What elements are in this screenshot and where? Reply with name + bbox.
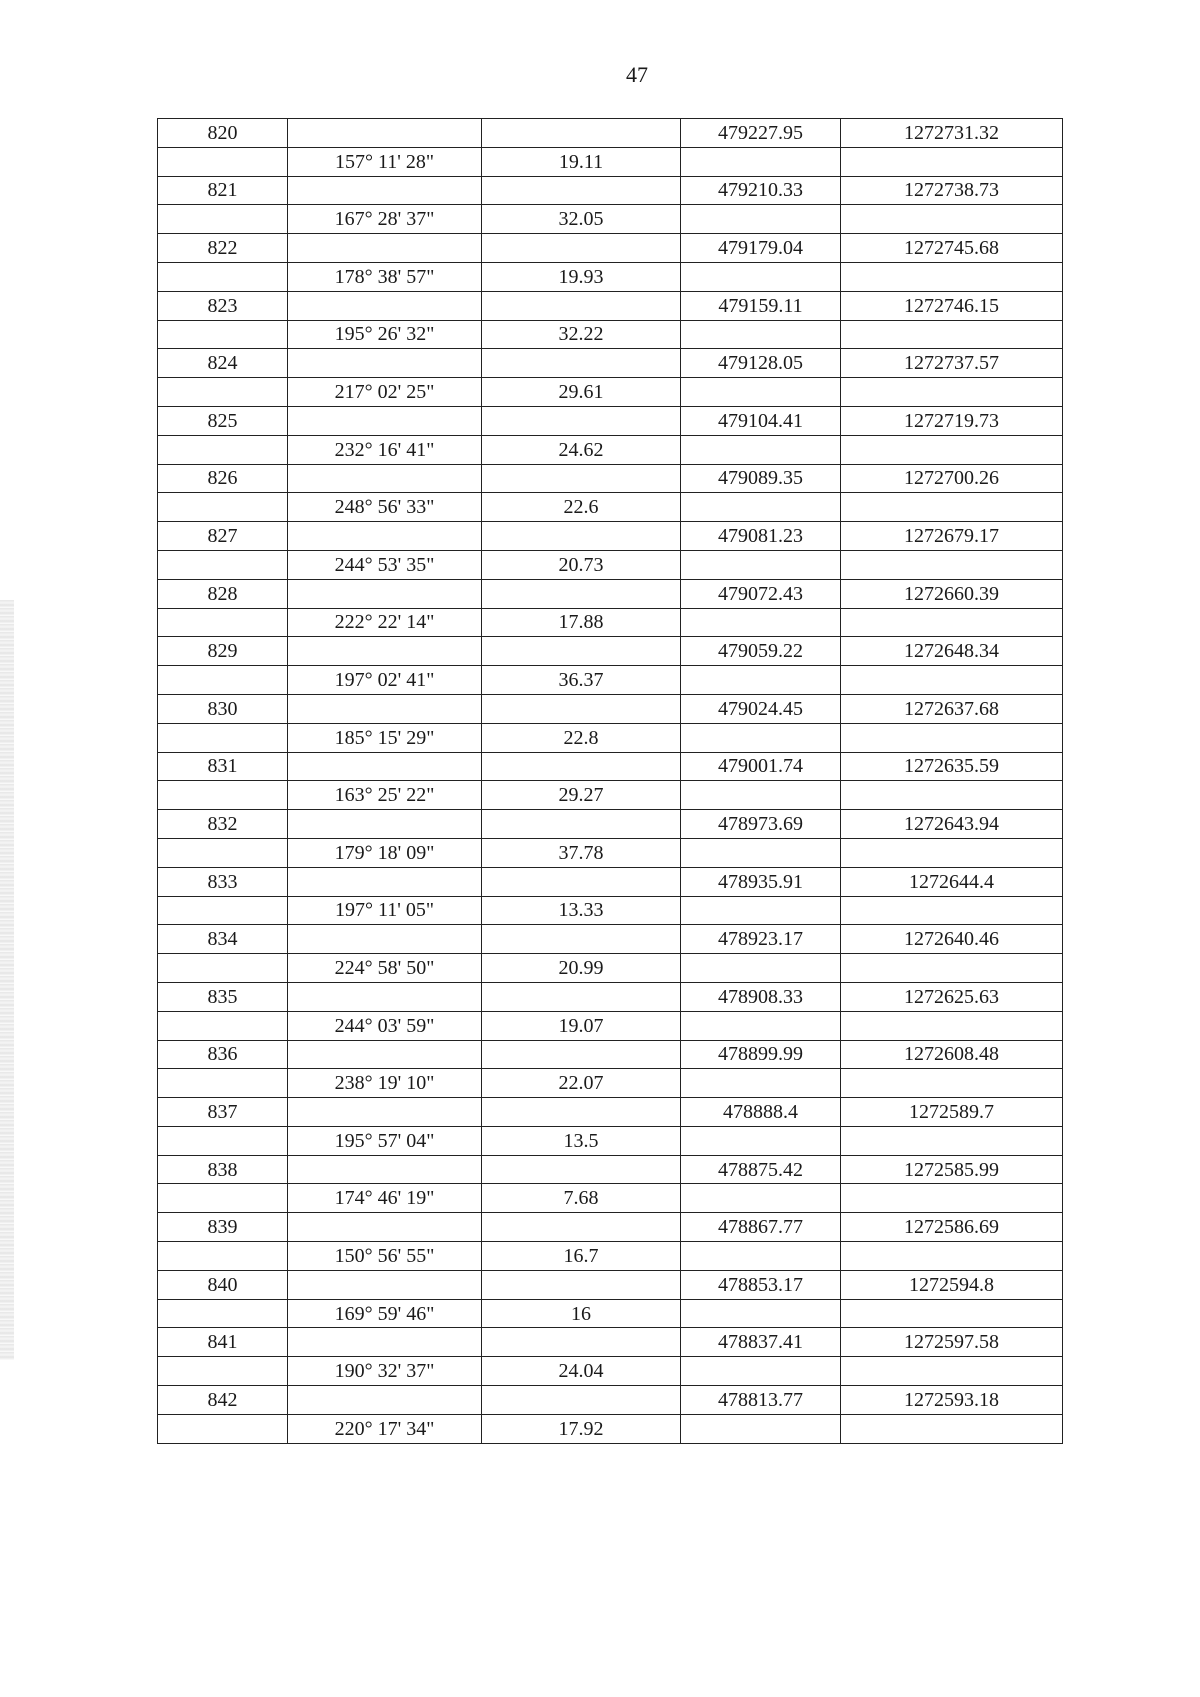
- segment-row: [158, 1069, 1063, 1098]
- empty-cell: [841, 954, 1063, 983]
- empty-cell: [158, 954, 288, 983]
- empty-cell: [482, 291, 681, 320]
- empty-cell: [288, 1328, 482, 1357]
- point-row: [158, 464, 1063, 493]
- segment-row: [158, 608, 1063, 637]
- point-number-cell: 836: [158, 1040, 288, 1069]
- empty-cell: [681, 1299, 841, 1328]
- empty-cell: [841, 262, 1063, 291]
- bearing-cell: 197° 11' 05": [288, 896, 482, 925]
- easting-cell: 478853.17: [681, 1270, 841, 1299]
- point-row: [158, 1328, 1063, 1357]
- empty-cell: [482, 234, 681, 263]
- bearing-cell: 217° 02' 25": [288, 378, 482, 407]
- empty-cell: [681, 205, 841, 234]
- empty-cell: [482, 637, 681, 666]
- distance-cell: 32.05: [482, 205, 681, 234]
- segment-row: [158, 435, 1063, 464]
- empty-cell: [681, 550, 841, 579]
- empty-cell: [288, 1270, 482, 1299]
- point-number-cell: 839: [158, 1213, 288, 1242]
- empty-cell: [482, 1386, 681, 1415]
- northing-cell: 1272700.26: [841, 464, 1063, 493]
- empty-cell: [288, 234, 482, 263]
- segment-row: [158, 147, 1063, 176]
- empty-cell: [288, 982, 482, 1011]
- bearing-cell: 163° 25' 22": [288, 781, 482, 810]
- distance-cell: 20.73: [482, 550, 681, 579]
- easting-cell: 478923.17: [681, 925, 841, 954]
- empty-cell: [158, 320, 288, 349]
- distance-cell: 19.11: [482, 147, 681, 176]
- distance-cell: 22.07: [482, 1069, 681, 1098]
- segment-row: [158, 493, 1063, 522]
- bearing-cell: 190° 32' 37": [288, 1357, 482, 1386]
- northing-cell: 1272640.46: [841, 925, 1063, 954]
- point-row: [158, 1098, 1063, 1127]
- northing-cell: 1272625.63: [841, 982, 1063, 1011]
- point-row: [158, 579, 1063, 608]
- empty-cell: [681, 1011, 841, 1040]
- empty-cell: [482, 867, 681, 896]
- empty-cell: [841, 493, 1063, 522]
- empty-cell: [158, 1299, 288, 1328]
- easting-cell: 479072.43: [681, 579, 841, 608]
- empty-cell: [681, 1184, 841, 1213]
- survey-coordinates-table: [157, 118, 1063, 1444]
- empty-cell: [482, 406, 681, 435]
- empty-cell: [841, 1069, 1063, 1098]
- empty-cell: [482, 752, 681, 781]
- empty-cell: [158, 262, 288, 291]
- empty-cell: [482, 1213, 681, 1242]
- empty-cell: [158, 147, 288, 176]
- point-row: [158, 1155, 1063, 1184]
- empty-cell: [681, 781, 841, 810]
- easting-cell: 479159.11: [681, 291, 841, 320]
- empty-cell: [158, 493, 288, 522]
- point-number-cell: 828: [158, 579, 288, 608]
- point-number-cell: 829: [158, 637, 288, 666]
- segment-row: [158, 666, 1063, 695]
- bearing-cell: 150° 56' 55": [288, 1242, 482, 1271]
- empty-cell: [482, 1270, 681, 1299]
- empty-cell: [681, 1242, 841, 1271]
- empty-cell: [841, 1414, 1063, 1443]
- empty-cell: [288, 867, 482, 896]
- northing-cell: 1272589.7: [841, 1098, 1063, 1127]
- empty-cell: [841, 1126, 1063, 1155]
- empty-cell: [841, 435, 1063, 464]
- point-row: [158, 637, 1063, 666]
- distance-cell: 17.88: [482, 608, 681, 637]
- distance-cell: 29.61: [482, 378, 681, 407]
- empty-cell: [681, 147, 841, 176]
- segment-row: [158, 723, 1063, 752]
- point-number-cell: 840: [158, 1270, 288, 1299]
- point-row: [158, 1040, 1063, 1069]
- empty-cell: [482, 810, 681, 839]
- distance-cell: 17.92: [482, 1414, 681, 1443]
- distance-cell: 36.37: [482, 666, 681, 695]
- empty-cell: [288, 406, 482, 435]
- empty-cell: [482, 579, 681, 608]
- empty-cell: [482, 119, 681, 148]
- point-row: [158, 234, 1063, 263]
- empty-cell: [158, 205, 288, 234]
- easting-cell: 478935.91: [681, 867, 841, 896]
- empty-cell: [681, 1126, 841, 1155]
- point-number-cell: 826: [158, 464, 288, 493]
- easting-cell: 478973.69: [681, 810, 841, 839]
- bearing-cell: 185° 15' 29": [288, 723, 482, 752]
- empty-cell: [841, 666, 1063, 695]
- segment-row: [158, 896, 1063, 925]
- point-number-cell: 820: [158, 119, 288, 148]
- point-number-cell: 825: [158, 406, 288, 435]
- empty-cell: [158, 666, 288, 695]
- distance-cell: 24.04: [482, 1357, 681, 1386]
- empty-cell: [841, 1242, 1063, 1271]
- bearing-cell: 224° 58' 50": [288, 954, 482, 983]
- point-row: [158, 119, 1063, 148]
- point-row: [158, 406, 1063, 435]
- empty-cell: [288, 522, 482, 551]
- easting-cell: 479227.95: [681, 119, 841, 148]
- point-number-cell: 823: [158, 291, 288, 320]
- empty-cell: [288, 637, 482, 666]
- page-number: 47: [626, 62, 648, 87]
- empty-cell: [681, 1414, 841, 1443]
- bearing-cell: 248° 56' 33": [288, 493, 482, 522]
- empty-cell: [841, 838, 1063, 867]
- northing-cell: 1272644.4: [841, 867, 1063, 896]
- empty-cell: [158, 1011, 288, 1040]
- northing-cell: 1272597.58: [841, 1328, 1063, 1357]
- empty-cell: [482, 1328, 681, 1357]
- northing-cell: 1272643.94: [841, 810, 1063, 839]
- bearing-cell: 220° 17' 34": [288, 1414, 482, 1443]
- empty-cell: [288, 579, 482, 608]
- point-row: [158, 925, 1063, 954]
- segment-row: [158, 1011, 1063, 1040]
- bearing-cell: 238° 19' 10": [288, 1069, 482, 1098]
- point-number-cell: 838: [158, 1155, 288, 1184]
- distance-cell: 24.62: [482, 435, 681, 464]
- point-number-cell: 824: [158, 349, 288, 378]
- point-number-cell: 830: [158, 694, 288, 723]
- easting-cell: 479059.22: [681, 637, 841, 666]
- segment-row: [158, 1357, 1063, 1386]
- bearing-cell: 174° 46' 19": [288, 1184, 482, 1213]
- empty-cell: [841, 320, 1063, 349]
- northing-cell: 1272585.99: [841, 1155, 1063, 1184]
- empty-cell: [158, 723, 288, 752]
- bearing-cell: 169° 59' 46": [288, 1299, 482, 1328]
- point-row: [158, 694, 1063, 723]
- bearing-cell: 244° 03' 59": [288, 1011, 482, 1040]
- easting-cell: 479001.74: [681, 752, 841, 781]
- northing-cell: 1272745.68: [841, 234, 1063, 263]
- empty-cell: [288, 810, 482, 839]
- bearing-cell: 179° 18' 09": [288, 838, 482, 867]
- point-number-cell: 842: [158, 1386, 288, 1415]
- northing-cell: 1272635.59: [841, 752, 1063, 781]
- empty-cell: [158, 1126, 288, 1155]
- empty-cell: [841, 723, 1063, 752]
- segment-row: [158, 378, 1063, 407]
- empty-cell: [158, 550, 288, 579]
- empty-cell: [841, 896, 1063, 925]
- empty-cell: [681, 262, 841, 291]
- northing-cell: 1272586.69: [841, 1213, 1063, 1242]
- empty-cell: [841, 378, 1063, 407]
- point-row: [158, 1213, 1063, 1242]
- distance-cell: 7.68: [482, 1184, 681, 1213]
- empty-cell: [158, 378, 288, 407]
- empty-cell: [681, 1357, 841, 1386]
- empty-cell: [288, 119, 482, 148]
- easting-cell: 479024.45: [681, 694, 841, 723]
- empty-cell: [482, 925, 681, 954]
- easting-cell: 478837.41: [681, 1328, 841, 1357]
- bearing-cell: 244° 53' 35": [288, 550, 482, 579]
- empty-cell: [681, 666, 841, 695]
- northing-cell: 1272746.15: [841, 291, 1063, 320]
- northing-cell: 1272593.18: [841, 1386, 1063, 1415]
- point-number-cell: 837: [158, 1098, 288, 1127]
- point-number-cell: 833: [158, 867, 288, 896]
- point-row: [158, 752, 1063, 781]
- point-number-cell: 841: [158, 1328, 288, 1357]
- bearing-cell: 195° 26' 32": [288, 320, 482, 349]
- point-number-cell: 834: [158, 925, 288, 954]
- empty-cell: [681, 896, 841, 925]
- empty-cell: [841, 550, 1063, 579]
- table-body: [158, 119, 1063, 1444]
- easting-cell: 479128.05: [681, 349, 841, 378]
- northing-cell: 1272737.57: [841, 349, 1063, 378]
- easting-cell: 479089.35: [681, 464, 841, 493]
- bearing-cell: 222° 22' 14": [288, 608, 482, 637]
- empty-cell: [482, 1040, 681, 1069]
- easting-cell: 479179.04: [681, 234, 841, 263]
- easting-cell: 478867.77: [681, 1213, 841, 1242]
- point-row: [158, 291, 1063, 320]
- empty-cell: [681, 608, 841, 637]
- empty-cell: [482, 522, 681, 551]
- distance-cell: 37.78: [482, 838, 681, 867]
- point-number-cell: 827: [158, 522, 288, 551]
- empty-cell: [841, 1184, 1063, 1213]
- empty-cell: [681, 1069, 841, 1098]
- empty-cell: [288, 349, 482, 378]
- northing-cell: 1272594.8: [841, 1270, 1063, 1299]
- northing-cell: 1272660.39: [841, 579, 1063, 608]
- empty-cell: [841, 608, 1063, 637]
- easting-cell: 479104.41: [681, 406, 841, 435]
- distance-cell: 13.33: [482, 896, 681, 925]
- point-row: [158, 810, 1063, 839]
- point-row: [158, 867, 1063, 896]
- empty-cell: [158, 435, 288, 464]
- empty-cell: [482, 1155, 681, 1184]
- bearing-cell: 167° 28' 37": [288, 205, 482, 234]
- distance-cell: 29.27: [482, 781, 681, 810]
- segment-row: [158, 262, 1063, 291]
- empty-cell: [158, 1184, 288, 1213]
- easting-cell: 478908.33: [681, 982, 841, 1011]
- distance-cell: 32.22: [482, 320, 681, 349]
- bearing-cell: 197° 02' 41": [288, 666, 482, 695]
- segment-row: [158, 781, 1063, 810]
- empty-cell: [681, 723, 841, 752]
- bearing-cell: 232° 16' 41": [288, 435, 482, 464]
- empty-cell: [841, 1011, 1063, 1040]
- northing-cell: 1272648.34: [841, 637, 1063, 666]
- empty-cell: [681, 320, 841, 349]
- empty-cell: [681, 378, 841, 407]
- segment-row: [158, 320, 1063, 349]
- empty-cell: [841, 1299, 1063, 1328]
- empty-cell: [158, 838, 288, 867]
- point-number-cell: 832: [158, 810, 288, 839]
- empty-cell: [681, 435, 841, 464]
- bearing-cell: 157° 11' 28": [288, 147, 482, 176]
- northing-cell: 1272679.17: [841, 522, 1063, 551]
- empty-cell: [288, 176, 482, 205]
- point-row: [158, 176, 1063, 205]
- segment-row: [158, 1126, 1063, 1155]
- empty-cell: [288, 1098, 482, 1127]
- distance-cell: 19.07: [482, 1011, 681, 1040]
- easting-cell: 478888.4: [681, 1098, 841, 1127]
- scan-edge-shadow: [0, 600, 14, 1360]
- segment-row: [158, 838, 1063, 867]
- distance-cell: 16: [482, 1299, 681, 1328]
- empty-cell: [288, 291, 482, 320]
- point-row: [158, 1386, 1063, 1415]
- empty-cell: [288, 1213, 482, 1242]
- point-number-cell: 835: [158, 982, 288, 1011]
- northing-cell: 1272738.73: [841, 176, 1063, 205]
- segment-row: [158, 205, 1063, 234]
- empty-cell: [288, 464, 482, 493]
- distance-cell: 13.5: [482, 1126, 681, 1155]
- empty-cell: [158, 1242, 288, 1271]
- northing-cell: 1272731.32: [841, 119, 1063, 148]
- distance-cell: 19.93: [482, 262, 681, 291]
- easting-cell: 478875.42: [681, 1155, 841, 1184]
- empty-cell: [681, 838, 841, 867]
- empty-cell: [482, 176, 681, 205]
- point-number-cell: 822: [158, 234, 288, 263]
- easting-cell: 478899.99: [681, 1040, 841, 1069]
- empty-cell: [158, 1069, 288, 1098]
- segment-row: [158, 550, 1063, 579]
- segment-row: [158, 1184, 1063, 1213]
- point-row: [158, 982, 1063, 1011]
- empty-cell: [482, 464, 681, 493]
- empty-cell: [288, 1040, 482, 1069]
- bearing-cell: 178° 38' 57": [288, 262, 482, 291]
- point-row: [158, 1270, 1063, 1299]
- distance-cell: 16.7: [482, 1242, 681, 1271]
- empty-cell: [841, 205, 1063, 234]
- northing-cell: 1272608.48: [841, 1040, 1063, 1069]
- easting-cell: 478813.77: [681, 1386, 841, 1415]
- empty-cell: [158, 896, 288, 925]
- northing-cell: 1272637.68: [841, 694, 1063, 723]
- distance-cell: 22.6: [482, 493, 681, 522]
- empty-cell: [841, 781, 1063, 810]
- empty-cell: [482, 349, 681, 378]
- empty-cell: [158, 1357, 288, 1386]
- distance-cell: 20.99: [482, 954, 681, 983]
- empty-cell: [288, 1386, 482, 1415]
- empty-cell: [158, 1414, 288, 1443]
- empty-cell: [841, 147, 1063, 176]
- segment-row: [158, 954, 1063, 983]
- empty-cell: [158, 608, 288, 637]
- distance-cell: 22.8: [482, 723, 681, 752]
- easting-cell: 479210.33: [681, 176, 841, 205]
- empty-cell: [288, 925, 482, 954]
- empty-cell: [288, 1155, 482, 1184]
- empty-cell: [482, 1098, 681, 1127]
- segment-row: [158, 1414, 1063, 1443]
- point-number-cell: 821: [158, 176, 288, 205]
- segment-row: [158, 1242, 1063, 1271]
- empty-cell: [288, 694, 482, 723]
- empty-cell: [158, 781, 288, 810]
- empty-cell: [681, 954, 841, 983]
- empty-cell: [482, 694, 681, 723]
- point-row: [158, 522, 1063, 551]
- point-row: [158, 349, 1063, 378]
- empty-cell: [841, 1357, 1063, 1386]
- bearing-cell: 195° 57' 04": [288, 1126, 482, 1155]
- northing-cell: 1272719.73: [841, 406, 1063, 435]
- empty-cell: [681, 493, 841, 522]
- empty-cell: [288, 752, 482, 781]
- point-number-cell: 831: [158, 752, 288, 781]
- empty-cell: [482, 982, 681, 1011]
- segment-row: [158, 1299, 1063, 1328]
- easting-cell: 479081.23: [681, 522, 841, 551]
